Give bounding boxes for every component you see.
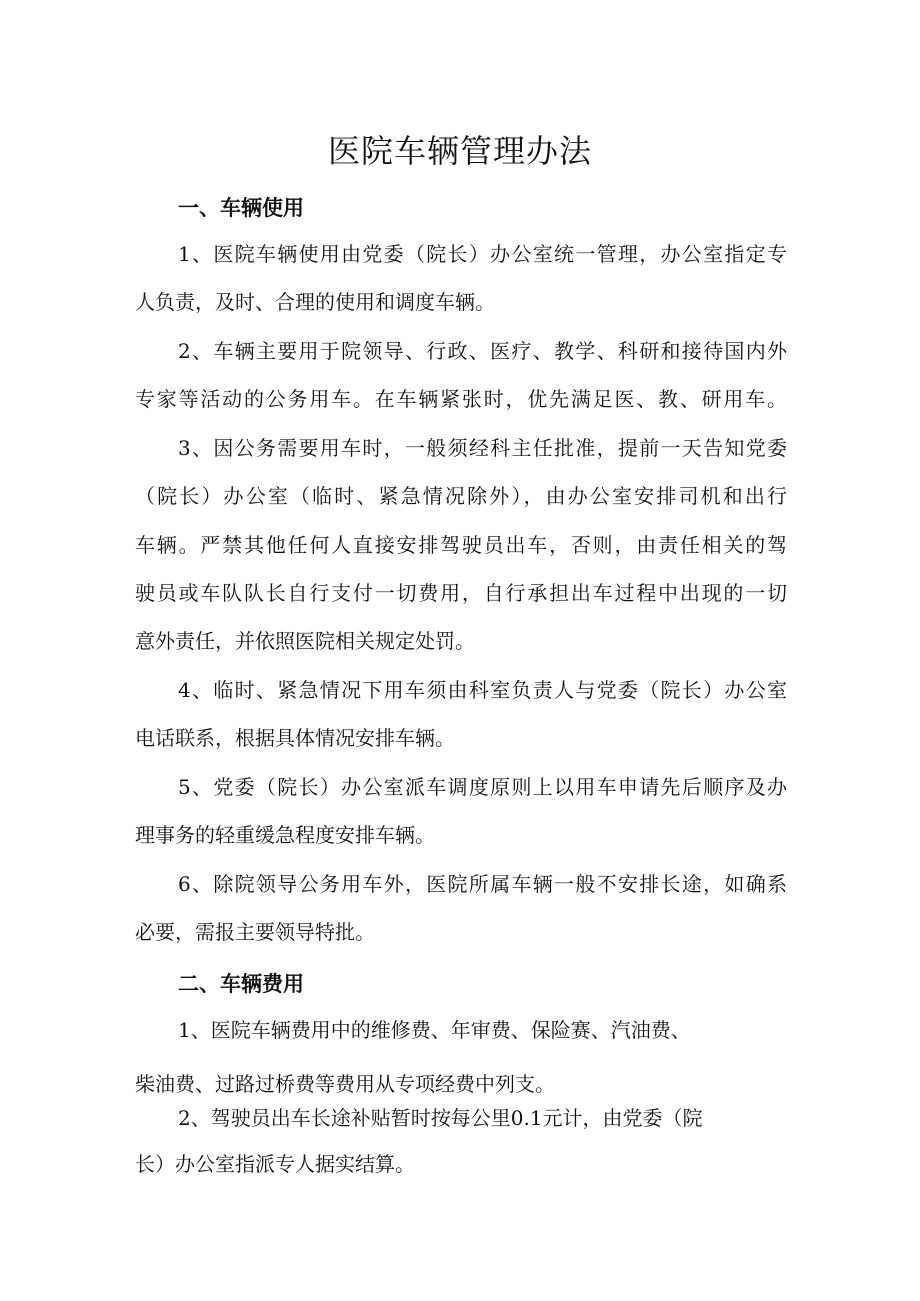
document-title: 医院车辆管理办法 (327, 132, 592, 170)
paragraph-line: 车辆。严禁其他任何人直接安排驾驶员出车，否则，由责任相关的驾 (135, 533, 787, 557)
paragraph-line: 2、驾驶员出车长途补贴暂时按每公里0.1元计，由党委（院 (178, 1106, 703, 1130)
paragraph-line: 必要，需报主要领导特批。 (135, 920, 375, 944)
paragraph-line: 5、党委（院长）办公室派车调度原则上以用车申请先后顺序及办 (178, 775, 787, 799)
section-heading-vehicle-costs: 二、车辆费用 (178, 972, 304, 996)
paragraph-line: 柴油费、过路过桥费等费用从专项经费中列支。 (135, 1072, 555, 1096)
paragraph-line: （院长）办公室（临时、紧急情况除外），由办公室安排司机和出行 (135, 484, 787, 508)
paragraph-line: 3、因公务需要用车时，一般须经科主任批准，提前一天告知党委 (178, 436, 787, 460)
paragraph-line: 2、车辆主要用于院领导、行政、医疗、教学、科研和接待国内外 (178, 339, 787, 363)
paragraph-line: 人负责，及时、合理的使用和调度车辆。 (135, 290, 495, 314)
paragraph-line: 理事务的轻重缓急程度安排车辆。 (135, 823, 435, 847)
paragraph-line: 意外责任，并依照医院相关规定处罚。 (135, 629, 475, 653)
paragraph-line: 4、临时、紧急情况下用车须由科室负责人与党委（院长）办公室 (178, 678, 787, 702)
paragraph-line: 电话联系，根据具体情况安排车辆。 (135, 726, 455, 750)
paragraph-line: 专家等活动的公务用车。在车辆紧张时，优先满足医、教、研用车。 (135, 387, 787, 411)
paragraph-line: 6、除院领导公务用车外，医院所属车辆一般不安排长途，如确系 (178, 872, 787, 896)
paragraph-line: 1、医院车辆使用由党委（院长）办公室统一管理，办公室指定专 (178, 242, 787, 266)
paragraph-line: 长）办公室指派专人据实结算。 (135, 1152, 415, 1176)
paragraph-line: 驶员或车队队长自行支付一切费用，自行承担出车过程中出现的一切 (135, 581, 787, 605)
paragraph-line: 1、医院车辆费用中的维修费、年审费、保险赛、汽油费、 (178, 1018, 691, 1042)
section-heading-vehicle-use: 一、车辆使用 (178, 196, 304, 220)
